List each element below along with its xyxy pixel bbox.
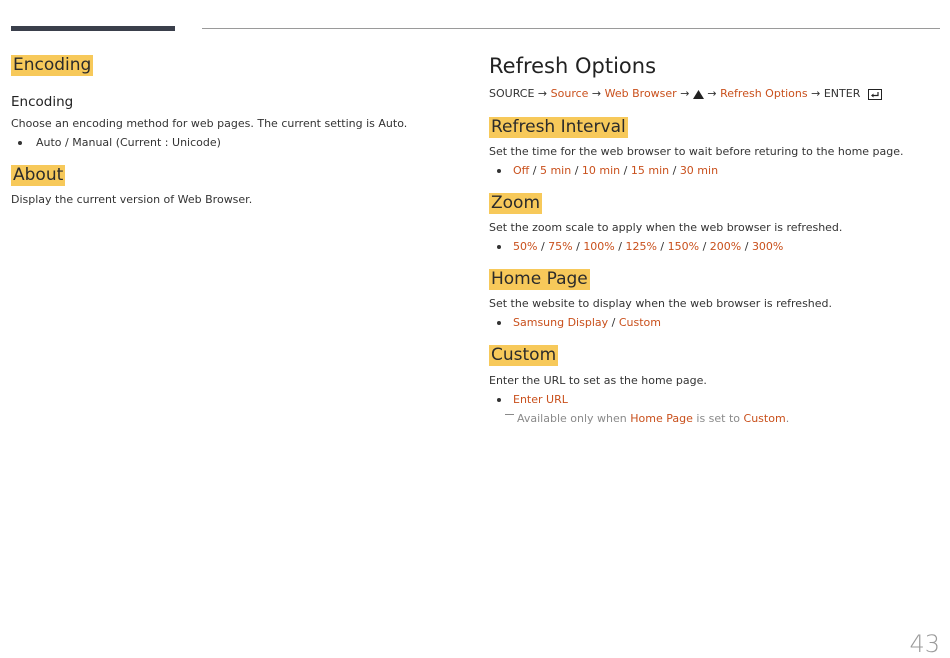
note-text-mid: is set to [696, 412, 741, 425]
menu-path [489, 87, 882, 100]
page-number: 43 [909, 630, 940, 658]
option-off: Off [513, 164, 530, 177]
arrow-icon: → [537, 87, 548, 100]
option-200: 200% [709, 240, 742, 253]
arrow-icon: → [680, 87, 690, 100]
option-custom: Custom [618, 316, 661, 329]
header-bar-dark [11, 26, 175, 31]
custom-description: Enter the URL to set as the home page. [489, 374, 707, 387]
option-100: 100% [583, 240, 615, 253]
encoding-options: Auto / Manual (Current : Unicode) [36, 136, 221, 149]
enter-icon [868, 89, 882, 100]
bullet [497, 169, 501, 173]
about-description: Display the current version of Web Browser. [11, 193, 253, 206]
home-page-description: Set the website to display when the web browser is refreshed. [489, 297, 833, 310]
refresh-interval-heading: Refresh Interval [491, 117, 626, 137]
option-300: 300% [751, 240, 784, 253]
option-15-min: 15 min [630, 164, 670, 177]
home-page-options: Samsung Display / Custom [513, 316, 661, 329]
refresh-interval-options: Off / 5 min / 10 min / 15 min / 30 min [513, 164, 719, 177]
zoom-heading: Zoom [491, 193, 541, 213]
option-50: 50% [513, 240, 538, 253]
zoom-description: Set the zoom scale to apply when the web browser is refreshed. [489, 221, 843, 234]
note-text-end: . [785, 412, 790, 425]
arrow-icon: → [591, 87, 602, 100]
note-text-pre: Available only when [517, 412, 627, 425]
path-enter: ENTER [823, 87, 861, 100]
option-samsung-display: Samsung Display [513, 316, 609, 329]
path-refresh-options: Refresh Options [720, 87, 808, 100]
bullet [497, 398, 501, 402]
refresh-interval-description: Set the time for the web browser to wait before returing to the home page. [489, 145, 904, 158]
encoding-heading: Encoding [13, 55, 92, 75]
encoding-description: Choose an encoding method for web pages. The current setting is Auto. [11, 117, 408, 130]
bullet [497, 321, 501, 325]
about-heading: About [13, 165, 64, 185]
path-source: SOURCE [489, 87, 535, 100]
up-triangle-icon [693, 90, 704, 99]
option-30-min: 30 min [679, 164, 719, 177]
path-source-link: Source [550, 87, 589, 100]
option-enter-url: Enter URL [513, 393, 568, 406]
custom-note [517, 412, 789, 425]
option-125: 125% [625, 240, 657, 253]
bullet [18, 141, 22, 145]
encoding-subtitle: Encoding [11, 94, 74, 110]
header-rule [202, 28, 940, 29]
option-10-min: 10 min [581, 164, 621, 177]
bullet [497, 245, 501, 249]
option-150: 150% [667, 240, 700, 253]
custom-heading: Custom [491, 345, 557, 365]
arrow-icon: → [811, 87, 821, 100]
note-link-custom: Custom [743, 412, 786, 425]
page-title: Refresh Options [489, 54, 657, 78]
option-5-min: 5 min [539, 164, 572, 177]
note-dash-icon [505, 414, 514, 415]
path-web-browser: Web Browser [604, 87, 677, 100]
arrow-icon: → [707, 87, 717, 100]
home-page-heading: Home Page [491, 269, 588, 289]
option-75: 75% [548, 240, 573, 253]
note-link-home-page: Home Page [630, 412, 693, 425]
zoom-options: 50% / 75% / 100% / 125% / 150% / 200% / 300% [513, 240, 784, 253]
